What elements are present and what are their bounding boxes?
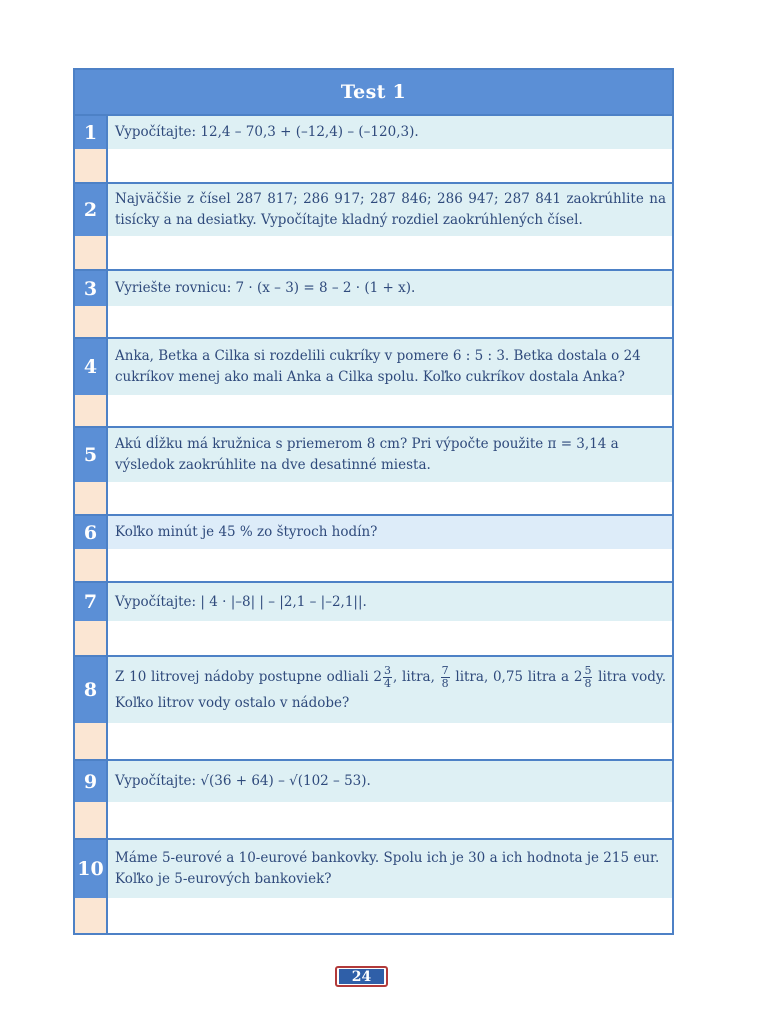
- answer-space[interactable]: [108, 621, 672, 655]
- problem-number: 6: [75, 516, 106, 549]
- answer-marker: [75, 395, 106, 426]
- problem-text: Najväčšie z čísel 287 817; 286 917; 287 846; 286 947; 287 841 zaokrúhlite na tisícky a na desiatky. Vypočítajte kladný rozdiel zaokrúhlených čísel.: [108, 184, 672, 236]
- answer-space[interactable]: [108, 549, 672, 581]
- answer-space[interactable]: [108, 723, 672, 759]
- problem-2: [75, 182, 672, 269]
- problem-4: [75, 337, 672, 426]
- answer-space[interactable]: [108, 236, 672, 269]
- problem-number: 9: [75, 761, 106, 802]
- test-title: Test 1: [75, 70, 672, 114]
- answer-space[interactable]: [108, 802, 672, 838]
- problem-text: Máme 5-eurové a 10-eurové bankovky. Spolu ich je 30 a ich hodnota je 215 eur. Koľko je 5-eurových bankoviek?: [108, 840, 672, 898]
- answer-space[interactable]: [108, 306, 672, 337]
- fraction: $\frac{3}{4}$: [384, 664, 392, 690]
- answer-space[interactable]: [108, 482, 672, 514]
- problem-text: Vypočítajte: 12,4 – 70,3 + (–12,4) – (–120,3).: [108, 116, 672, 149]
- problem-text: Vypočítajte: | 4 · |–8| | – |2,1 – |–2,1||.: [108, 583, 672, 621]
- answer-marker: [75, 802, 106, 838]
- answer-marker: [75, 149, 106, 182]
- equation: 7 · (x – 3) = 8 – 2 · (1 + x).: [235, 280, 416, 296]
- answer-marker: [75, 549, 106, 581]
- problem-number: 2: [75, 184, 106, 236]
- answer-marker: [75, 236, 106, 269]
- problem-text: Vypočítajte: √(36 + 64) – √(102 – 53).: [108, 761, 672, 802]
- problem-text: Z 10 litrovej nádoby postupne odliali 2 $\frac{3}{4}$ , litra, $\frac{7}{8}$ litra, 0,75 litra a 2 $\frac{5}{8}$ litra vody. Koľko litrov vody ostalo v nádobe?: [108, 657, 672, 723]
- problem-number: 1: [75, 116, 106, 149]
- expression: √(36 + 64) – √(102 – 53).: [200, 773, 371, 789]
- answer-space[interactable]: [108, 149, 672, 182]
- problem-text: Vyriešte rovnicu: 7 · (x – 3) = 8 – 2 · (1 + x).: [108, 271, 672, 306]
- problem-5: [75, 426, 672, 514]
- problem-1: [75, 114, 672, 182]
- problem-number: 7: [75, 583, 106, 621]
- answer-space[interactable]: [108, 898, 672, 933]
- problem-text: Akú dĺžku má kružnica s priemerom 8 cm? Pri výpočte použite π = 3,14 a výsledok zaokrúhlite na dve desatinné miesta.: [108, 428, 672, 482]
- page-number-badge: [335, 966, 388, 987]
- problem-number: 10: [75, 840, 106, 898]
- problem-text: Anka, Betka a Cilka si rozdelili cukríky v pomere 6 : 5 : 3. Betka dostala o 24 cukríkov menej ako mali Anka a Cilka spolu. Koľko cukríkov dostala Anka?: [108, 339, 672, 395]
- answer-marker: [75, 898, 106, 933]
- answer-marker: [75, 482, 106, 514]
- problem-number: 4: [75, 339, 106, 395]
- fraction: $\frac{5}{8}$: [584, 664, 592, 690]
- problem-number: 3: [75, 271, 106, 306]
- page-number: 24: [339, 969, 384, 984]
- problem-number: 8: [75, 657, 106, 723]
- problem-6: [75, 514, 672, 581]
- problem-number: 5: [75, 428, 106, 482]
- fraction: $\frac{7}{8}$: [441, 664, 449, 690]
- problem-9: [75, 759, 672, 838]
- problem-3: [75, 269, 672, 337]
- answer-marker: [75, 306, 106, 337]
- problem-text: Koľko minút je 45 % zo štyroch hodín?: [108, 516, 672, 549]
- answer-marker: [75, 723, 106, 759]
- problem-7: [75, 581, 672, 655]
- answer-space[interactable]: [108, 395, 672, 426]
- problem-10: [75, 838, 672, 933]
- problem-8: [75, 655, 672, 759]
- answer-marker: [75, 621, 106, 655]
- test-table: [73, 68, 674, 935]
- expression: | 4 · |–8| | – |2,1 – |–2,1||.: [200, 593, 367, 610]
